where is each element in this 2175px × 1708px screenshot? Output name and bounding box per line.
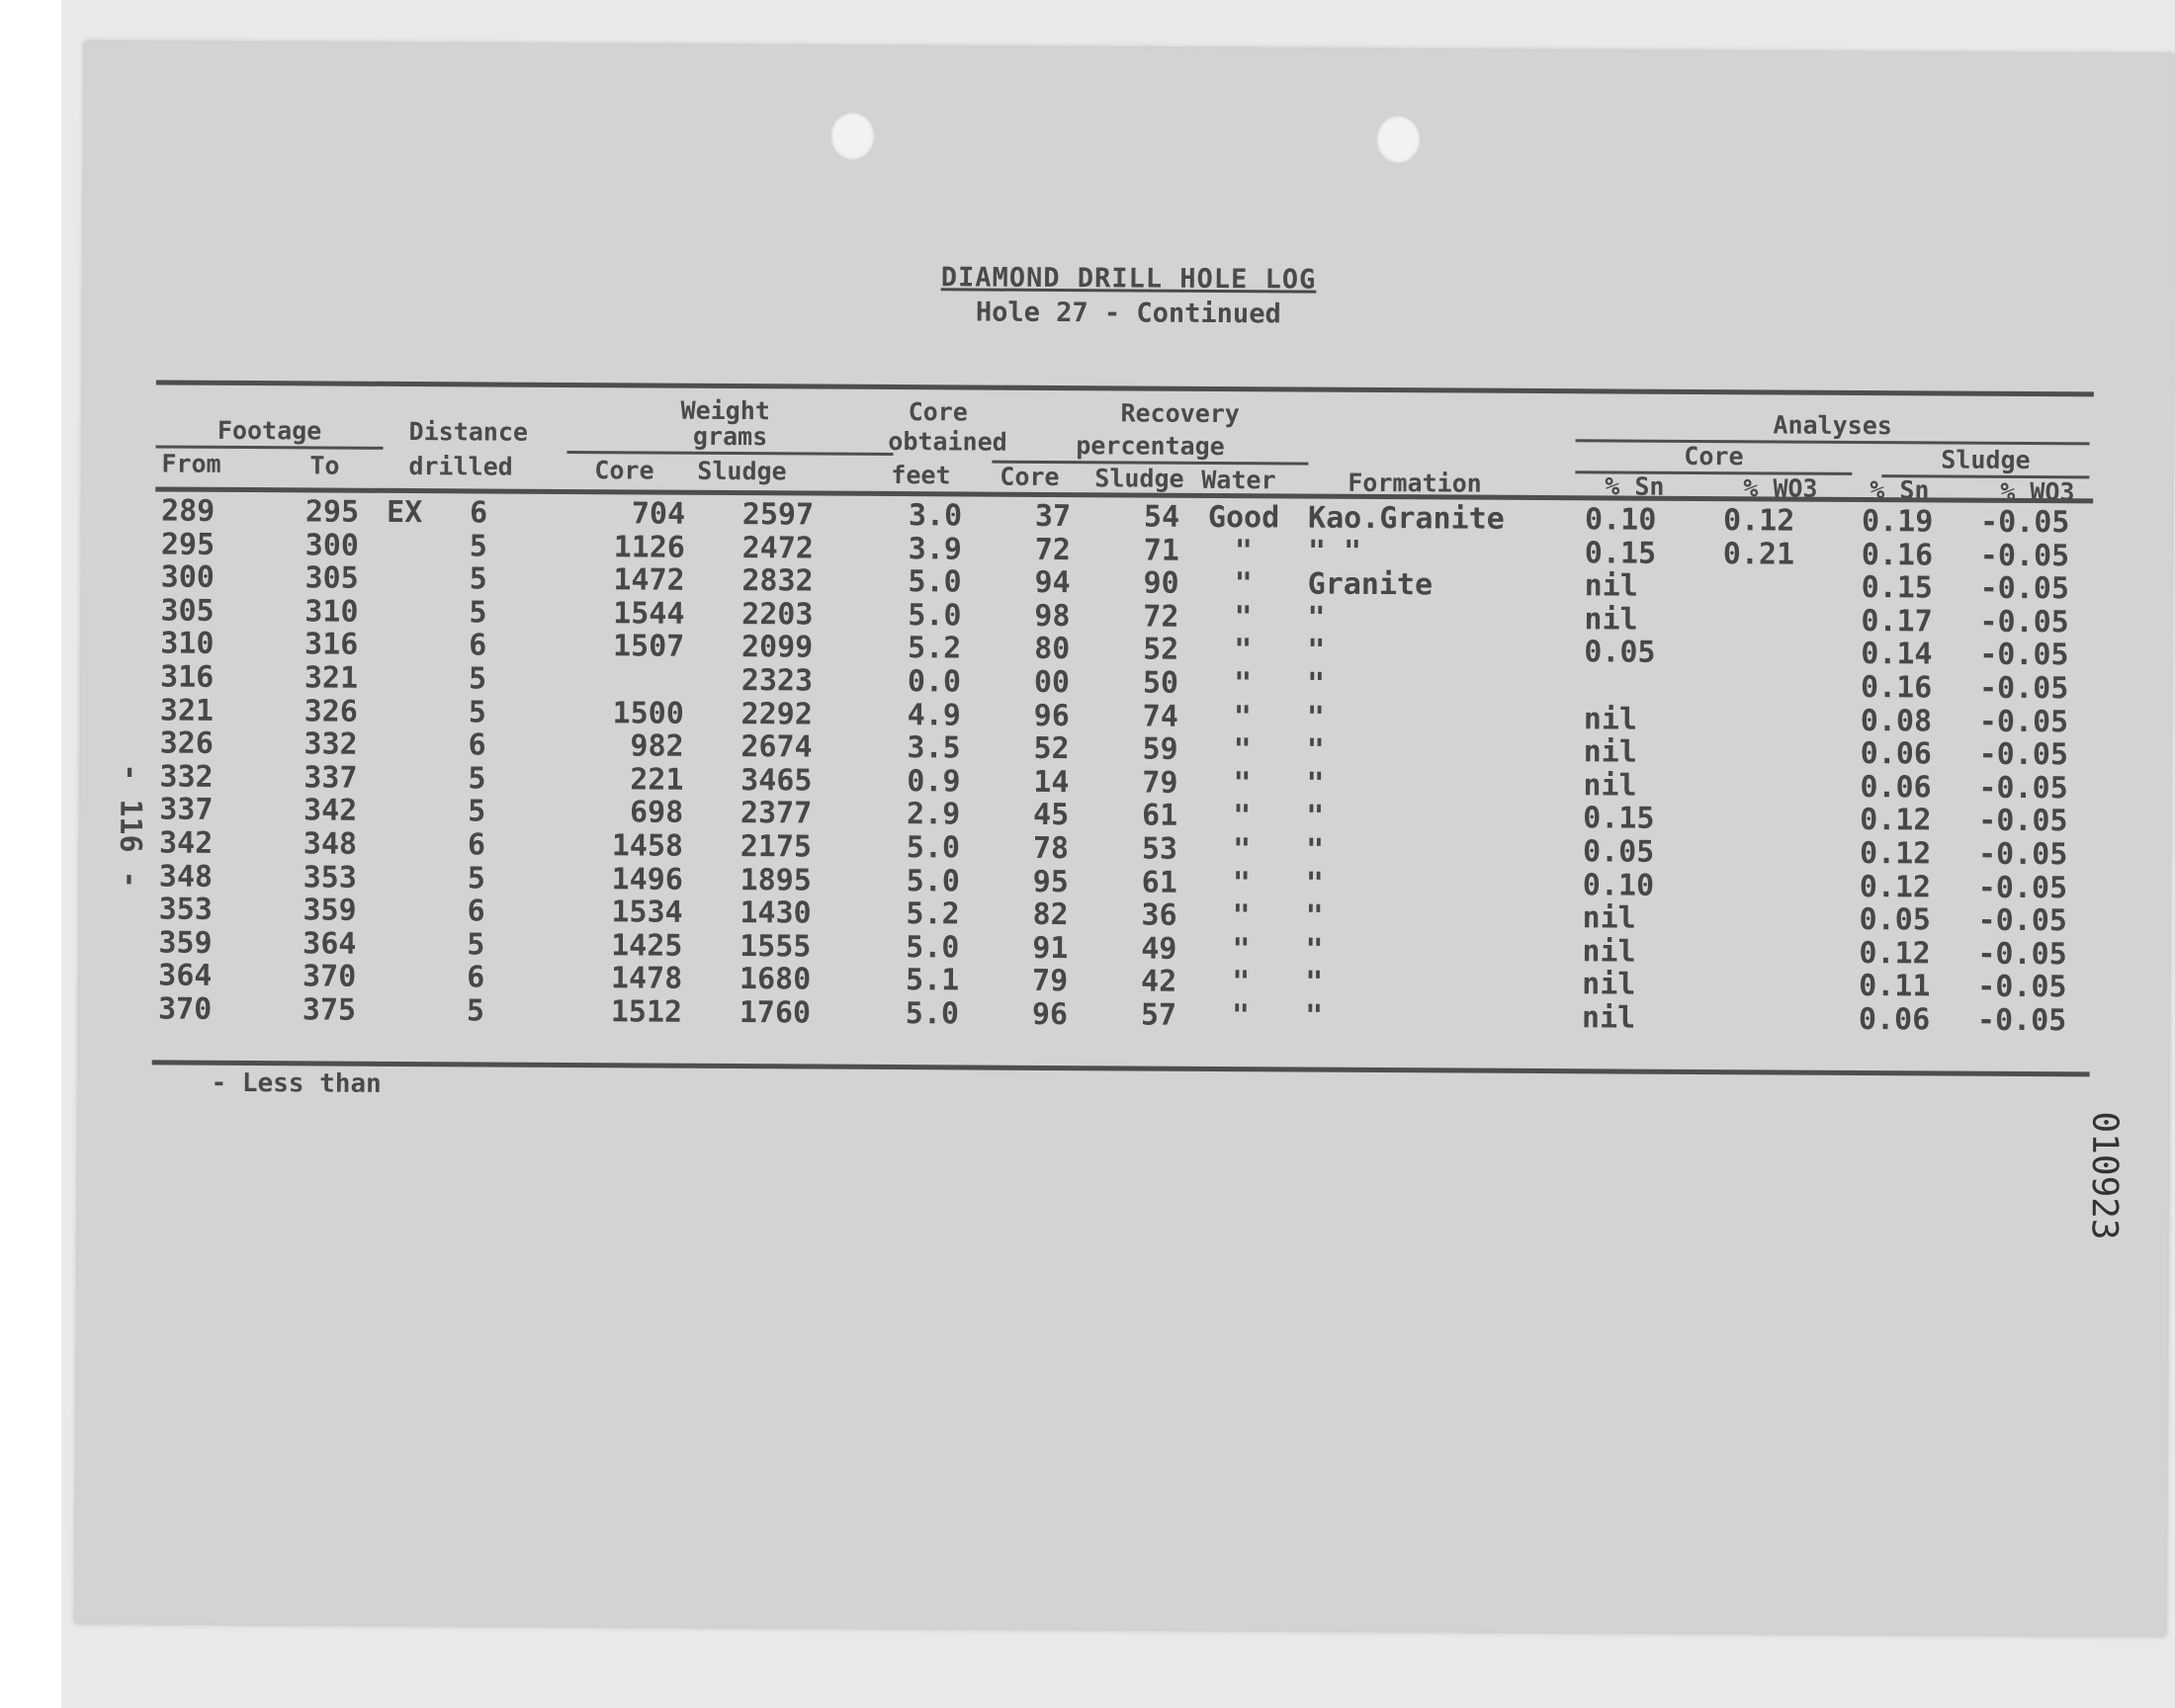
cell-swo3: -0.05	[1977, 870, 2068, 905]
cell-formation: "	[1306, 766, 1325, 802]
cell-cwo3: 0.21	[1722, 536, 1795, 572]
cell-csn: nil	[1582, 967, 1636, 1002]
cell-swo3: -0.05	[1978, 670, 2069, 707]
cell-from: 364	[158, 958, 213, 994]
punch-hole-left	[829, 112, 875, 161]
cell-cwo3	[1722, 736, 1811, 737]
cell-rcore: 95	[1032, 864, 1069, 899]
cell-ssn: 0.19	[1861, 503, 1934, 540]
cell-rcore: 98	[1034, 598, 1071, 634]
cell-ssn: 0.06	[1858, 1001, 1931, 1038]
cell-wsludge: 1760	[739, 995, 812, 1031]
cell-csn: nil	[1583, 768, 1637, 804]
header-from: From	[161, 449, 221, 478]
cell-swo3: -0.05	[1979, 604, 2069, 640]
cell-from: 353	[158, 892, 213, 927]
cell-wsludge: 2472	[741, 530, 814, 566]
cell-water: "	[1233, 765, 1252, 802]
cell-formation: "	[1304, 998, 1324, 1034]
cell-to: 337	[304, 760, 358, 796]
cell-dist: 5	[468, 794, 486, 829]
cell-wcore: 1472	[613, 562, 685, 598]
cell-wcore: 1126	[613, 529, 685, 565]
document-subtitle: Hole 27 - Continued	[975, 297, 1281, 330]
cell-rcore: 94	[1034, 565, 1071, 601]
cell-wcore: 1500	[612, 695, 684, 731]
cell-feet: 0.0	[907, 664, 962, 700]
cell-rsludge: 52	[1143, 632, 1179, 668]
header-footage: Footage	[155, 415, 383, 449]
cell-rcore: 00	[1033, 664, 1071, 701]
cell-csn: 0.05	[1582, 834, 1655, 870]
cell-rcore: 80	[1034, 632, 1071, 667]
header-sludge-sn: % Sn	[1870, 475, 1930, 505]
cell-wsludge: 1430	[740, 896, 812, 931]
cell-to: 321	[304, 660, 359, 696]
cell-from: 310	[160, 626, 215, 662]
cell-cwo3	[1722, 770, 1811, 771]
cell-feet: 3.0	[908, 498, 963, 534]
cell-water: "	[1231, 998, 1251, 1034]
cell-feet: 5.0	[905, 996, 960, 1032]
table-bottom-rule	[152, 1060, 2090, 1076]
cell-wcore: 1478	[610, 961, 683, 997]
cell-rsludge: 36	[1141, 897, 1177, 933]
cell-formation: "	[1307, 600, 1326, 636]
cell-dist: 5	[468, 761, 486, 797]
cell-wcore: 1534	[611, 895, 683, 930]
cell-formation: "	[1306, 700, 1326, 735]
cell-formation: Kao.Granite	[1307, 500, 1505, 537]
cell-swo3: -0.05	[1979, 570, 2070, 607]
header-analyses-core: Core	[1575, 441, 1852, 475]
cell-rsludge: 74	[1142, 699, 1178, 734]
header-to: To	[309, 451, 340, 480]
cell-ssn: 0.16	[1860, 669, 1933, 706]
cell-swo3: -0.05	[1977, 902, 2068, 939]
cell-swo3: -0.05	[1979, 504, 2070, 541]
cell-ssn: 0.14	[1861, 637, 1933, 672]
cell-swo3: -0.05	[1979, 638, 2069, 673]
cell-rsludge: 50	[1142, 665, 1179, 701]
cell-water: "	[1234, 566, 1253, 602]
cell-ssn: 0.16	[1861, 537, 1934, 573]
cell-wsludge: 2175	[740, 829, 813, 865]
cell-rsludge: 72	[1143, 599, 1179, 635]
cell-feet: 5.0	[906, 929, 960, 966]
cell-ssn: 0.12	[1860, 803, 1932, 838]
cell-wsludge: 2203	[741, 596, 814, 633]
cell-feet: 5.2	[907, 631, 962, 666]
cell-formation: "	[1307, 633, 1326, 669]
punch-hole-right	[1375, 115, 1421, 164]
cell-from: 337	[159, 792, 214, 828]
cell-rcore: 52	[1033, 731, 1070, 767]
cell-to: 332	[304, 726, 358, 762]
cell-wsludge: 2323	[740, 663, 814, 699]
cell-dist: 6	[467, 827, 486, 863]
cell-dist: 6	[469, 495, 488, 531]
cell-from: 342	[158, 825, 214, 861]
cell-feet: 5.0	[906, 863, 960, 899]
cell-water: "	[1232, 832, 1252, 868]
document-number: 010923	[2083, 1111, 2126, 1240]
cell-ssn: 0.17	[1861, 603, 1933, 640]
cell-to: 305	[304, 560, 359, 596]
cell-to: 326	[304, 693, 358, 729]
cell-wcore: 698	[629, 795, 684, 831]
cell-water: "	[1233, 732, 1252, 768]
cell-rcore: 45	[1033, 798, 1070, 833]
cell-to: 353	[303, 859, 357, 896]
cell-dist: 5	[467, 860, 485, 897]
cell-rcore: 96	[1031, 996, 1069, 1033]
header-weight-core: Core	[594, 456, 654, 485]
cell-from: 332	[159, 759, 214, 795]
cell-rsludge: 54	[1143, 499, 1180, 535]
header-weight-sludge: Sludge	[697, 456, 787, 486]
cell-rcore: 72	[1034, 532, 1071, 567]
header-distance: Distance	[408, 417, 529, 447]
cell-water: "	[1233, 666, 1253, 702]
cell-water: "	[1232, 898, 1251, 934]
cell-from: 316	[159, 659, 215, 695]
cell-csn: 0.05	[1584, 635, 1656, 671]
cell-cwo3	[1722, 704, 1811, 705]
header-sludge-wo3: % WO3	[2000, 476, 2075, 507]
cell-rcore: 14	[1033, 764, 1070, 800]
table-top-rule	[156, 380, 2094, 396]
cell-cwo3	[1720, 970, 1809, 971]
cell-rsludge: 90	[1143, 565, 1179, 601]
header-recovery-core: Core	[1000, 462, 1060, 492]
cell-formation: "	[1305, 898, 1324, 934]
cell-water: "	[1234, 599, 1253, 636]
cell-dist: 5	[469, 595, 487, 631]
cell-rsludge: 61	[1142, 798, 1178, 834]
cell-from: 295	[160, 527, 216, 562]
cell-swo3: -0.05	[1979, 538, 2070, 573]
cell-rsludge: 79	[1142, 765, 1178, 801]
cell-swo3: -0.05	[1978, 770, 2068, 807]
cell-rcore: 96	[1033, 698, 1070, 733]
cell-water: "	[1232, 965, 1251, 1000]
cell-rcore: 91	[1032, 930, 1069, 966]
cell-cwo3	[1722, 638, 1811, 639]
cell-dist: 6	[468, 727, 486, 763]
header-weight-grams: grams	[566, 421, 893, 456]
cell-cwo3	[1721, 936, 1810, 937]
cell-wcore: 221	[630, 762, 684, 798]
cell-dist: 5	[467, 927, 485, 963]
cell-dist: 5	[469, 528, 487, 564]
cell-to: 348	[303, 826, 358, 862]
cell-csn: nil	[1584, 568, 1638, 604]
cell-wcore: 1507	[612, 629, 685, 665]
cell-wsludge: 3465	[740, 762, 813, 799]
cell-csn: 0.10	[1584, 502, 1657, 538]
cell-ssn: 0.08	[1860, 703, 1933, 739]
cell-rcore: 79	[1031, 964, 1069, 999]
cell-feet: 2.9	[906, 797, 961, 832]
cell-formation: "	[1305, 932, 1324, 968]
cell-water: "	[1233, 699, 1252, 734]
cell-to: 370	[302, 959, 357, 995]
cell-to: 364	[303, 926, 357, 962]
cell-formation: "	[1305, 866, 1324, 901]
cell-swo3: -0.05	[1978, 704, 2069, 739]
cell-from: 305	[160, 593, 215, 629]
cell-from: 326	[159, 726, 214, 761]
cell-water: "	[1232, 865, 1251, 900]
header-weight: Weight	[680, 395, 770, 426]
header-recovery-sludge: Sludge	[1094, 464, 1184, 493]
cell-cwo3	[1721, 902, 1810, 903]
header-recovery: Recovery	[1120, 398, 1241, 429]
cell-from: 348	[158, 859, 214, 895]
cell-csn: 0.15	[1584, 535, 1657, 571]
page-number: - 116 -	[112, 763, 148, 889]
cell-csn: nil	[1583, 701, 1638, 737]
cell-csn: nil	[1583, 734, 1637, 770]
cell-ssn: 0.12	[1859, 835, 1932, 872]
cell-wsludge: 2674	[740, 729, 813, 765]
cell-water: Good	[1207, 499, 1280, 536]
cell-wcore: 1496	[611, 861, 683, 897]
cell-size: EX	[386, 494, 423, 531]
cell-rsludge: 53	[1141, 831, 1178, 867]
cell-from: 321	[159, 693, 215, 728]
cell-dist: 5	[468, 694, 486, 730]
cell-wsludge: 2832	[741, 563, 814, 599]
cell-ssn: 0.12	[1859, 935, 1931, 972]
cell-csn: nil	[1582, 900, 1636, 936]
cell-to: 300	[304, 527, 359, 563]
cell-to: 295	[304, 494, 360, 530]
cell-wsludge: 1895	[740, 862, 812, 898]
cell-swo3: -0.05	[1977, 970, 2067, 1005]
cell-from: 370	[157, 991, 213, 1027]
cell-dist: 6	[467, 960, 485, 995]
cell-formation: "	[1305, 832, 1325, 868]
cell-cwo3	[1723, 604, 1812, 605]
cell-to: 316	[304, 627, 359, 663]
cell-cwo3	[1721, 870, 1810, 871]
header-core-wo3: % WO3	[1743, 473, 1818, 503]
cell-water: "	[1233, 799, 1252, 834]
header-recovery-water: Water	[1201, 465, 1276, 495]
cell-formation: "	[1305, 965, 1324, 1001]
cell-feet: 5.0	[908, 597, 962, 634]
cell-wsludge: 2099	[740, 630, 814, 665]
cell-dist: 6	[467, 894, 485, 929]
document-page	[75, 42, 2175, 1636]
cell-csn: nil	[1581, 1000, 1636, 1036]
cell-wsludge: 1680	[739, 962, 812, 997]
cell-rcore: 78	[1032, 830, 1070, 867]
header-feet: feet	[891, 460, 951, 490]
cell-rcore: 37	[1034, 498, 1072, 535]
cell-formation: " "	[1307, 534, 1362, 569]
cell-feet: 3.9	[908, 531, 962, 567]
cell-cwo3	[1721, 836, 1810, 837]
cell-cwo3	[1721, 804, 1810, 805]
cell-rsludge: 57	[1140, 997, 1177, 1033]
cell-formation: "	[1306, 666, 1326, 702]
cell-to: 342	[303, 793, 358, 829]
cell-to: 359	[303, 893, 357, 928]
title-block	[83, 257, 2173, 335]
cell-formation: Granite	[1307, 566, 1434, 603]
cell-swo3: -0.05	[1978, 804, 2068, 839]
cell-swo3: -0.05	[1976, 1002, 2067, 1039]
header-analyses: Analyses	[1576, 409, 2090, 445]
cell-wsludge: 1555	[740, 928, 812, 965]
cell-ssn: 0.06	[1860, 736, 1932, 772]
cell-feet: 5.1	[905, 963, 960, 998]
cell-rsludge: 61	[1141, 865, 1177, 900]
cell-wcore: 1512	[610, 994, 683, 1030]
cell-to: 310	[304, 594, 359, 630]
cell-feet: 0.9	[907, 763, 961, 800]
cell-dist: 5	[469, 561, 487, 597]
cell-csn: nil	[1582, 934, 1636, 970]
header-core-sn: % Sn	[1605, 471, 1665, 501]
cell-ssn: 0.06	[1860, 769, 1932, 806]
header-drilled: drilled	[408, 452, 513, 481]
cell-water: "	[1234, 633, 1253, 668]
cell-from: 300	[160, 559, 215, 595]
cell-rsludge: 49	[1141, 931, 1177, 967]
cell-water: "	[1232, 931, 1251, 968]
cell-formation: "	[1306, 732, 1325, 768]
cell-feet: 4.9	[907, 697, 961, 733]
cell-wcore: 1544	[613, 596, 685, 632]
cell-csn: 0.10	[1582, 867, 1655, 903]
cell-feet: 3.5	[907, 730, 961, 766]
cell-csn: nil	[1584, 602, 1638, 638]
cell-formation: "	[1306, 799, 1325, 835]
document-title: DIAMOND DRILL HOLE LOG	[940, 262, 1317, 296]
cell-wcore: 704	[631, 496, 686, 532]
cell-rsludge: 71	[1143, 533, 1179, 568]
cell-dist: 5	[468, 661, 487, 697]
cell-ssn: 0.05	[1859, 902, 1931, 938]
cell-wsludge: 2377	[740, 796, 813, 831]
cell-to: 375	[302, 992, 357, 1028]
cell-ssn: 0.12	[1859, 869, 1932, 905]
cell-feet: 5.0	[906, 830, 961, 866]
header-core-obtained-2: obtained	[888, 426, 1007, 457]
scan-margin	[0, 0, 61, 1708]
cell-from: 359	[158, 925, 213, 961]
footnote-less-than: - Less than	[211, 1068, 382, 1099]
cell-water: "	[1234, 533, 1254, 568]
cell-from: 289	[160, 493, 216, 529]
cell-swo3: -0.05	[1977, 936, 2067, 973]
cell-rsludge: 42	[1140, 964, 1177, 1000]
cell-cwo3: 0.12	[1722, 503, 1795, 539]
cell-wcore: 1425	[611, 928, 683, 964]
cell-csn: 0.15	[1583, 801, 1655, 837]
cell-wsludge: 2292	[740, 696, 813, 732]
cell-rsludge: 59	[1142, 731, 1178, 767]
header-analyses-sludge: Sludge	[1881, 445, 2089, 478]
cell-cwo3	[1720, 1002, 1809, 1003]
cell-wsludge: 2597	[741, 497, 815, 533]
cell-swo3: -0.05	[1977, 836, 2068, 873]
header-recovery-percentage: percentage	[992, 431, 1308, 466]
cell-swo3: -0.05	[1978, 736, 2069, 773]
cell-feet: 5.2	[906, 897, 960, 932]
cell-wcore: 1458	[611, 828, 684, 864]
cell-rcore: 82	[1032, 897, 1069, 933]
header-core-obtained-1: Core	[908, 397, 968, 427]
header-formation: Formation	[1348, 468, 1482, 498]
cell-dist: 5	[466, 993, 485, 1029]
cell-ssn: 0.11	[1859, 969, 1931, 1004]
cell-feet: 5.0	[908, 564, 962, 600]
cell-wcore: 982	[630, 728, 684, 764]
cell-ssn: 0.15	[1861, 570, 1934, 606]
cell-dist: 6	[469, 628, 487, 663]
cell-cwo3	[1722, 670, 1811, 671]
